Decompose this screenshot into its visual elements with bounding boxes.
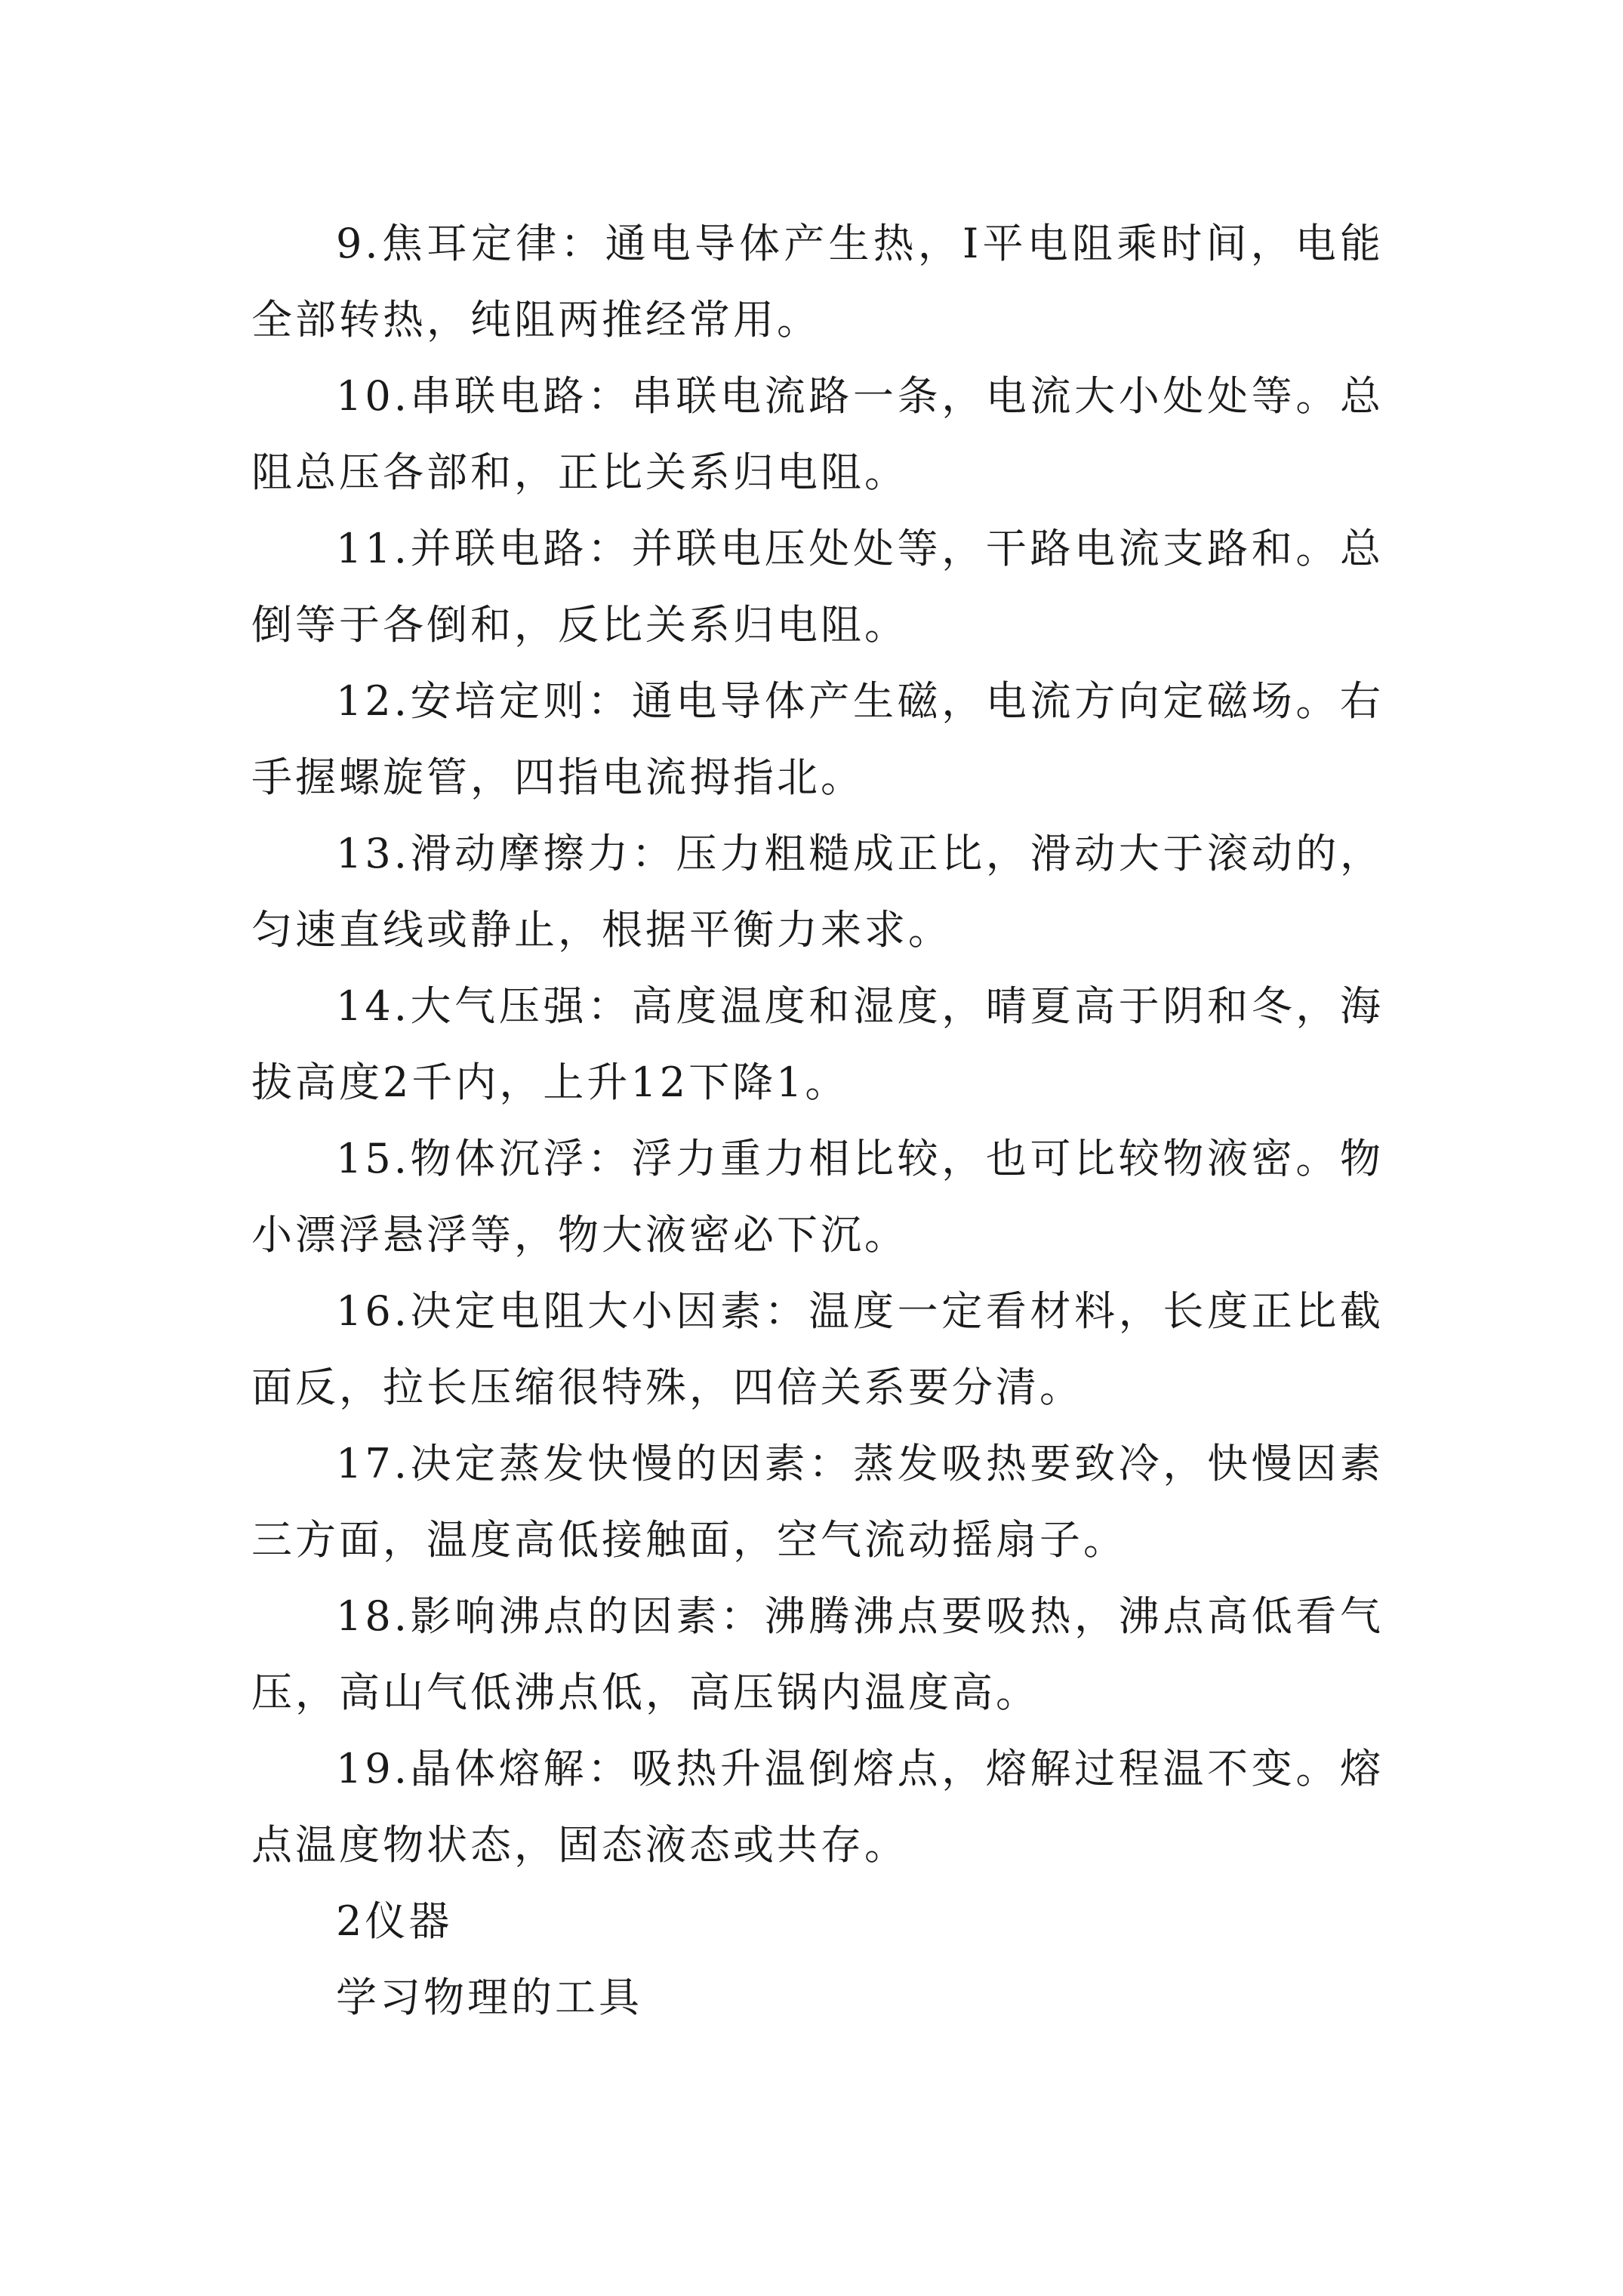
item-text: 决定蒸发快慢的因素：蒸发吸热要致冷，快慢因素三方面，温度高低接触面，空气流动摇扇子。 — [251, 1440, 1384, 1564]
list-item — [251, 205, 1384, 358]
item-text: 串联电路：串联电流路一条，电流大小处处等。总阻总压各部和，正比关系归电阻。 — [251, 372, 1384, 496]
item-text: 大气压强：高度温度和湿度，晴夏高于阴和冬，海拔高度2千内，上升12下降1。 — [251, 982, 1384, 1106]
item-text: 决定电阻大小因素：温度一定看材料，长度正比截面反，拉长压缩很特殊，四倍关系要分清。 — [251, 1287, 1384, 1411]
item-text: 物体沉浮：浮力重力相比较，也可比较物液密。物小漂浮悬浮等，物大液密必下沉。 — [251, 1135, 1384, 1259]
list-item — [251, 358, 1384, 510]
item-number: 11. — [336, 525, 410, 572]
list-item — [251, 815, 1384, 968]
item-text: 安培定则：通电导体产生磁，电流方向定磁场。右手握螺旋管，四指电流拇指北。 — [251, 677, 1384, 801]
item-number: 9. — [336, 220, 381, 267]
list-item — [251, 1120, 1384, 1273]
list-item — [251, 1730, 1384, 1883]
item-number: 15. — [336, 1135, 410, 1182]
section-subheading: 学习物理的工具 — [336, 1974, 642, 2021]
list-item — [251, 1578, 1384, 1730]
item-text: 影响沸点的因素：沸腾沸点要吸热，沸点高低看气压，高山气低沸点低，高压锅内温度高。 — [251, 1592, 1384, 1716]
item-text: 晶体熔解：吸热升温倒熔点，熔解过程温不变。熔点温度物状态，固态液态或共存。 — [251, 1745, 1384, 1869]
item-number: 12. — [336, 677, 410, 725]
section-heading: 2仪器 — [336, 1897, 453, 1945]
item-text: 并联电路：并联电压处处等，干路电流支路和。总倒等于各倒和，反比关系归电阻。 — [251, 525, 1384, 649]
item-number: 19. — [336, 1745, 410, 1792]
item-number: 16. — [336, 1287, 410, 1335]
item-number: 10. — [336, 372, 410, 420]
document-body — [251, 205, 1384, 2036]
list-item — [251, 1273, 1384, 1425]
item-number: 14. — [336, 982, 410, 1030]
list-item — [251, 968, 1384, 1120]
item-number: 17. — [336, 1440, 410, 1487]
list-item — [251, 1425, 1384, 1578]
item-number: 13. — [336, 830, 410, 877]
item-number: 18. — [336, 1592, 410, 1640]
list-item — [251, 663, 1384, 815]
item-text: 滑动摩擦力：压力粗糙成正比，滑动大于滚动的，匀速直线或静止，根据平衡力来求。 — [251, 830, 1384, 954]
list-item — [251, 510, 1384, 663]
item-text: 焦耳定律：通电导体产生热，I平电阻乘时间，电能全部转热，纯阻两推经常用。 — [251, 220, 1384, 344]
